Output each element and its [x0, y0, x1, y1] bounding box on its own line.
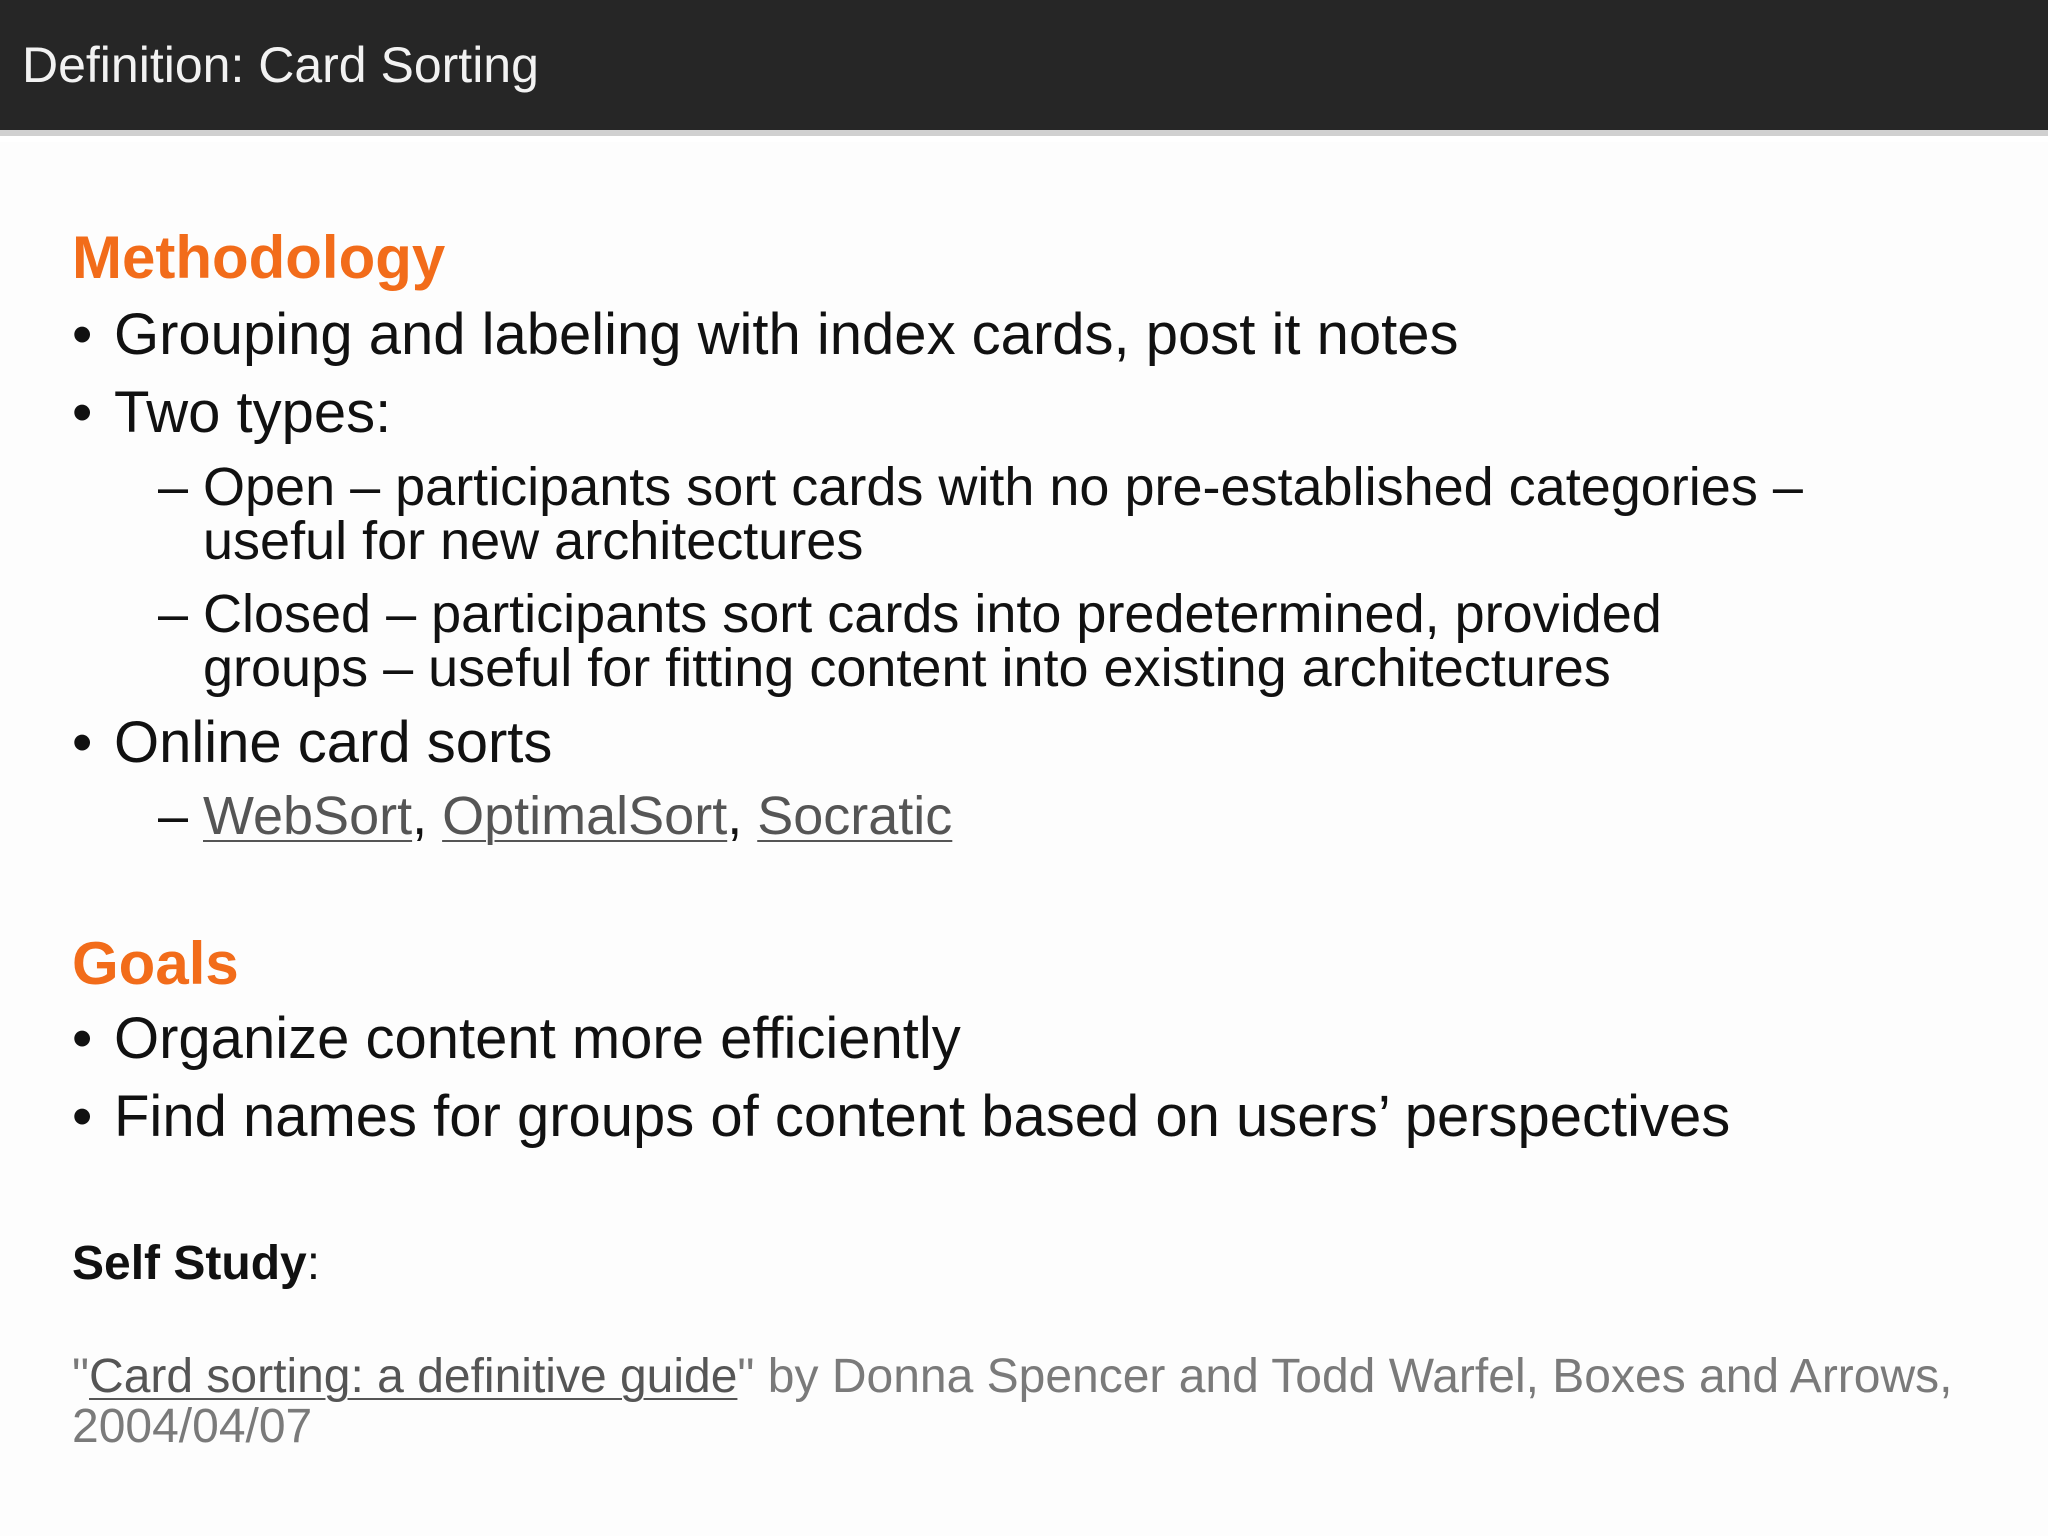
- socratic-link[interactable]: Socratic: [757, 786, 953, 846]
- online-tools-line: [203, 786, 953, 846]
- goals-bullet-1: [72, 1006, 961, 1071]
- bullet-glyph: •: [72, 380, 93, 445]
- methodology-bullet-1: [72, 302, 1459, 367]
- type-open-line-1: Open – participants sort cards with no pre-established categories –: [203, 457, 1803, 517]
- dash-glyph: –: [158, 786, 189, 846]
- card-sorting-guide-link[interactable]: Card sorting: a definitive guide: [89, 1350, 738, 1403]
- goals-bullet-2: [72, 1084, 1731, 1149]
- bullet-glyph: •: [72, 1084, 93, 1149]
- bullet-text: Organize content more efficiently: [114, 1006, 961, 1071]
- bullet-text: Online card sorts: [114, 710, 553, 775]
- bullet-glyph: •: [72, 710, 93, 775]
- slide-title: Definition: Card Sorting: [22, 37, 539, 93]
- type-closed-line-2: groups – useful for fitting content into existing architectures: [203, 638, 1611, 698]
- separator: ,: [727, 786, 758, 846]
- bullet-glyph: •: [72, 302, 93, 367]
- self-study-label: [72, 1237, 321, 1290]
- bullet-text: Two types:: [114, 380, 392, 445]
- dash-glyph: –: [158, 457, 189, 517]
- methodology-bullet-2: [72, 380, 392, 445]
- quote-close: ": [737, 1350, 755, 1403]
- dash-glyph: –: [158, 584, 189, 644]
- separator: ,: [412, 786, 443, 846]
- optimalsort-link[interactable]: OptimalSort: [442, 786, 728, 846]
- type-closed: [158, 584, 1662, 698]
- websort-link[interactable]: WebSort: [203, 786, 413, 846]
- type-open: [158, 457, 1803, 571]
- reference-rest: by Donna Spencer and Todd Warfel, Boxes and Arrows, 2004/04/07: [72, 1350, 1953, 1453]
- self-study-colon: :: [306, 1237, 321, 1290]
- type-open-line-2: useful for new architectures: [203, 511, 864, 571]
- type-closed-line-1: Closed – participants sort cards into predetermined, provided: [203, 584, 1662, 644]
- goals-heading: Goals: [72, 930, 239, 997]
- methodology-heading: Methodology: [72, 224, 446, 291]
- self-study-title: Self Study: [72, 1237, 307, 1290]
- title-bar: [0, 0, 2048, 136]
- online-tools: [158, 786, 953, 846]
- bullet-glyph: •: [72, 1006, 93, 1071]
- methodology-bullet-online: [72, 710, 553, 775]
- bullet-text: Grouping and labeling with index cards, post it notes: [114, 302, 1459, 367]
- reference-citation: [72, 1352, 1972, 1452]
- bullet-text: Find names for groups of content based on users’ perspectives: [114, 1084, 1731, 1149]
- quote-open: ": [72, 1350, 90, 1403]
